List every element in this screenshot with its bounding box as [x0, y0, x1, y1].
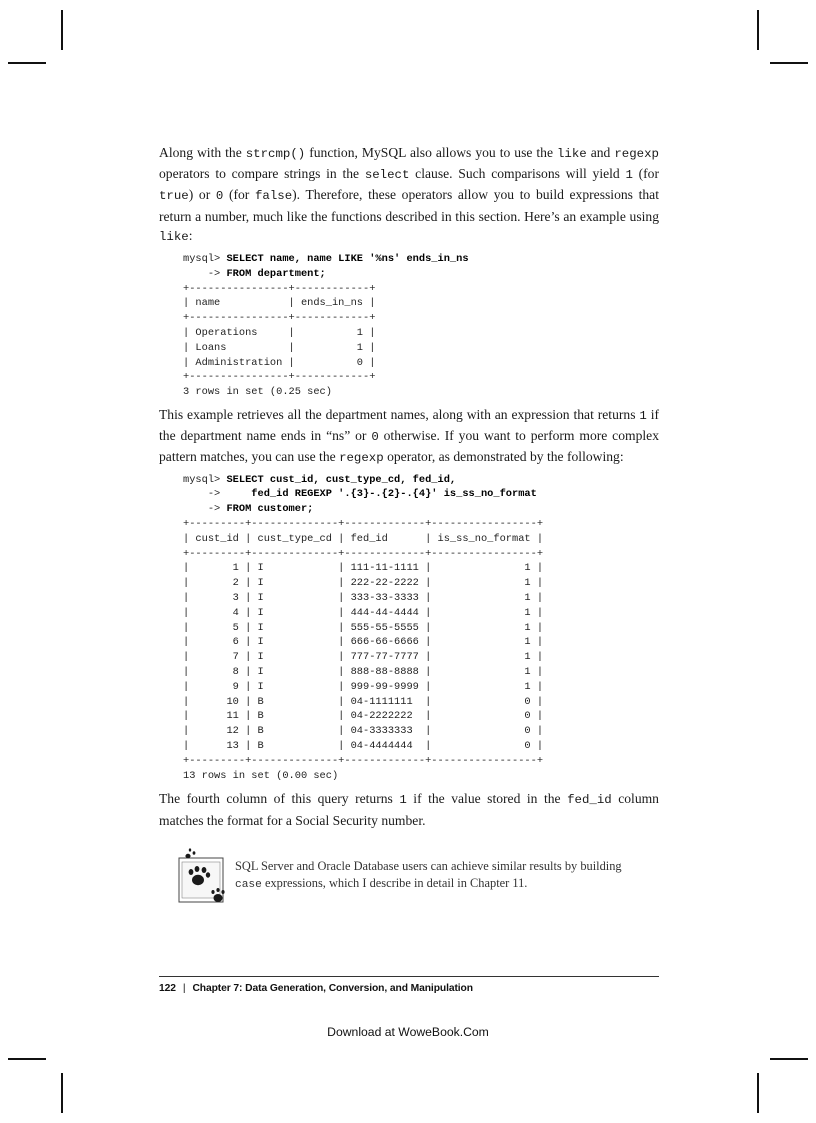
- table-row: | 8 | I | 888-88-8888 | 1 |: [183, 665, 544, 678]
- table-row: | 4 | I | 444-44-4444 | 1 |: [183, 606, 544, 619]
- table-header: | name | ends_in_ns |: [183, 297, 376, 310]
- page-body: [159, 143, 659, 830]
- crop-mark: [61, 10, 63, 50]
- table-row: | Operations | 1 |: [183, 327, 376, 339]
- table-row: | 3 | I | 333-33-3333 | 1 |: [183, 591, 544, 604]
- paw-print-icon: [178, 846, 230, 906]
- result-summary: 13 rows in set (0.00 sec): [183, 769, 339, 782]
- table-border: +---------+--------------+-------------+-----------------+: [183, 547, 544, 560]
- paragraph-intro: Along with the strcmp() function, MySQL also allows you to use the like and regexp operators to compare strings in the select clause. Such comparisons will yield 1 (for true) or 0 (for false). Therefore, these operators allow you to build expressions that return a number, much like the functions described in this section. Here’s an example using like:: [159, 145, 660, 244]
- table-row: | 7 | I | 777-77-7777 | 1 |: [183, 651, 544, 664]
- table-row: | Loans | 1 |: [183, 341, 376, 354]
- table-border: +----------------+------------+: [183, 371, 376, 384]
- table-border: +----------------+------------+: [183, 312, 376, 325]
- table-row: | 6 | I | 666-66-6666 | 1 |: [183, 636, 544, 649]
- crop-mark: [8, 62, 46, 64]
- table-row: | 1 | I | 111-11-1111 | 1 |: [183, 562, 544, 575]
- footer-separator: |: [182, 983, 186, 994]
- code-line: -> FROM customer;: [183, 503, 314, 516]
- page-number: 122: [159, 983, 176, 994]
- code-line: mysql> SELECT cust_id, cust_type_cd, fed_id,: [183, 473, 457, 486]
- paragraph-conclusion: The fourth column of this query returns 1 if the value stored in the fed_id column matches the format for a Social Security number.: [159, 791, 659, 828]
- table-row: | 13 | B | 04-4444444 | 0 |: [183, 739, 544, 752]
- table-row: | 2 | I | 222-22-2222 | 1 |: [183, 577, 544, 590]
- table-row: | 9 | I | 999-99-9999 | 1 |: [183, 680, 544, 693]
- paragraph-regexp: This example retrieves all the department names, along with an expression that returns 1 if the department name ends in “ns” or 0 otherwise. If you want to perform more complex pattern matches, you can use the regexp operator, as demonstrated by the following:: [159, 406, 660, 466]
- footer-rule: [159, 976, 659, 977]
- code-line: -> fed_id REGEXP '.{3}-.{2}-.{4}' is_ss_no_format: [183, 488, 537, 501]
- tip-note-text: SQL Server and Oracle Database users can achieve similar results by building case expressions, which I describe in detail in Chapter 11.: [235, 859, 622, 891]
- crop-mark: [61, 1073, 63, 1113]
- tip-note: [178, 846, 638, 908]
- chapter-title: Chapter 7: Data Generation, Conversion, and Manipulation: [192, 983, 473, 994]
- code-listing-like: [159, 252, 659, 400]
- table-border: +---------+--------------+-------------+-----------------+: [183, 517, 544, 530]
- crop-mark: [770, 62, 808, 64]
- result-summary: 3 rows in set (0.25 sec): [183, 386, 332, 399]
- table-border: +----------------+------------+: [183, 282, 376, 295]
- crop-mark: [770, 1058, 808, 1060]
- page-footer: [159, 983, 473, 994]
- code-line: mysql> SELECT name, name LIKE '%ns' ends_in_ns: [183, 253, 469, 266]
- table-border: +---------+--------------+-------------+-----------------+: [183, 754, 544, 767]
- table-row: | 11 | B | 04-2222222 | 0 |: [183, 710, 544, 723]
- table-row: | 12 | B | 04-3333333 | 0 |: [183, 725, 544, 738]
- crop-mark: [757, 10, 759, 50]
- crop-mark: [8, 1058, 46, 1060]
- code-line: -> FROM department;: [183, 267, 326, 280]
- crop-mark: [757, 1073, 759, 1113]
- table-row: | 5 | I | 555-55-5555 | 1 |: [183, 621, 544, 634]
- table-row: | Administration | 0 |: [183, 356, 376, 369]
- table-row: | 10 | B | 04-1111111 | 0 |: [183, 695, 544, 708]
- download-watermark: Download at WoweBook.Com: [327, 1025, 489, 1039]
- code-listing-regexp: [159, 473, 659, 784]
- table-header: | cust_id | cust_type_cd | fed_id | is_ss_no_format |: [183, 532, 544, 545]
